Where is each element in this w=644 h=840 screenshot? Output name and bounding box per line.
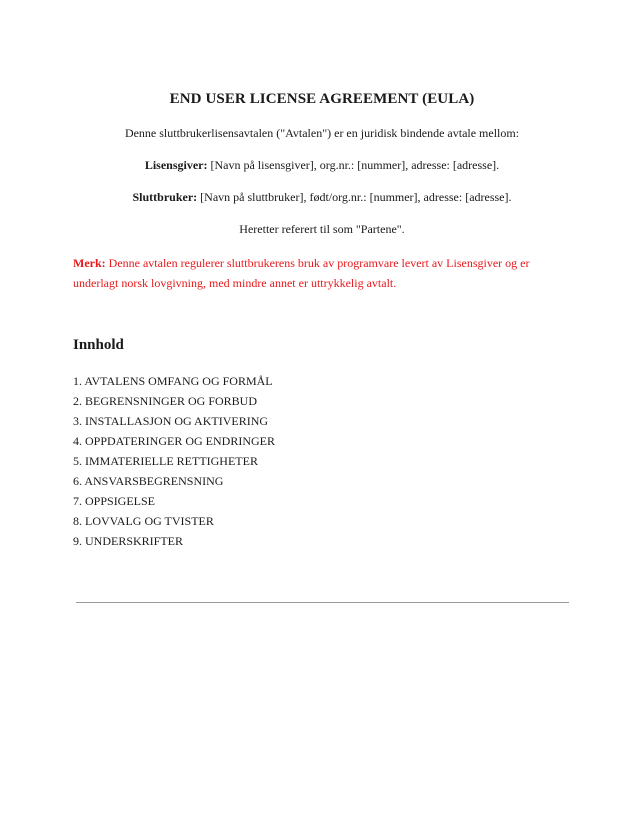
parties-text: Heretter referert til som "Partene". [239,222,405,236]
horizontal-divider [76,602,569,603]
end-user-label: Sluttbruker: [132,190,198,204]
toc-item: 1. AVTALENS OMFANG OG FORMÅL [73,374,273,388]
intro-text: Denne sluttbrukerlisensavtalen ("Avtalen") er en juridisk bindende avtale mellom: [124,126,520,140]
toc-item: 4. OPPDATERINGER OG ENDRINGER [73,434,276,448]
end-user-details: [Navn på sluttbruker], født/org.nr.: [nummer], adresse: [adresse]. [197,190,512,204]
toc-list [73,371,275,551]
note-paragraph [73,253,553,293]
licensor-details: [Navn på lisensgiver], org.nr.: [nummer], adresse: [adresse]. [207,158,500,172]
toc-item: 8. LOVVALG OG TVISTER [73,514,214,528]
toc-item: 5. IMMATERIELLE RETTIGHETER [73,454,258,468]
licensor-line [0,158,644,173]
end-user-line [0,190,644,205]
note-label: Merk: [73,256,106,270]
toc-item: 6. ANSVARSBEGRENSNING [73,474,224,488]
toc-item: 3. INSTALLASJON OG AKTIVERING [73,414,269,428]
document-title: END USER LICENSE AGREEMENT (EULA) [169,91,475,107]
toc-item: 2. BEGRENSNINGER OG FORBUD [73,394,258,408]
note-text: Denne avtalen regulerer sluttbrukerens bruk av programvare levert av Lisensgiver og er underlagt norsk lovgivning, med mindre annet er uttrykkelig avtalt. [73,256,530,290]
toc-heading: Innhold [73,337,124,353]
toc-item: 7. OPPSIGELSE [73,494,156,508]
licensor-label: Lisensgiver: [144,158,208,172]
toc-item: 9. UNDERSKRIFTER [73,534,184,548]
